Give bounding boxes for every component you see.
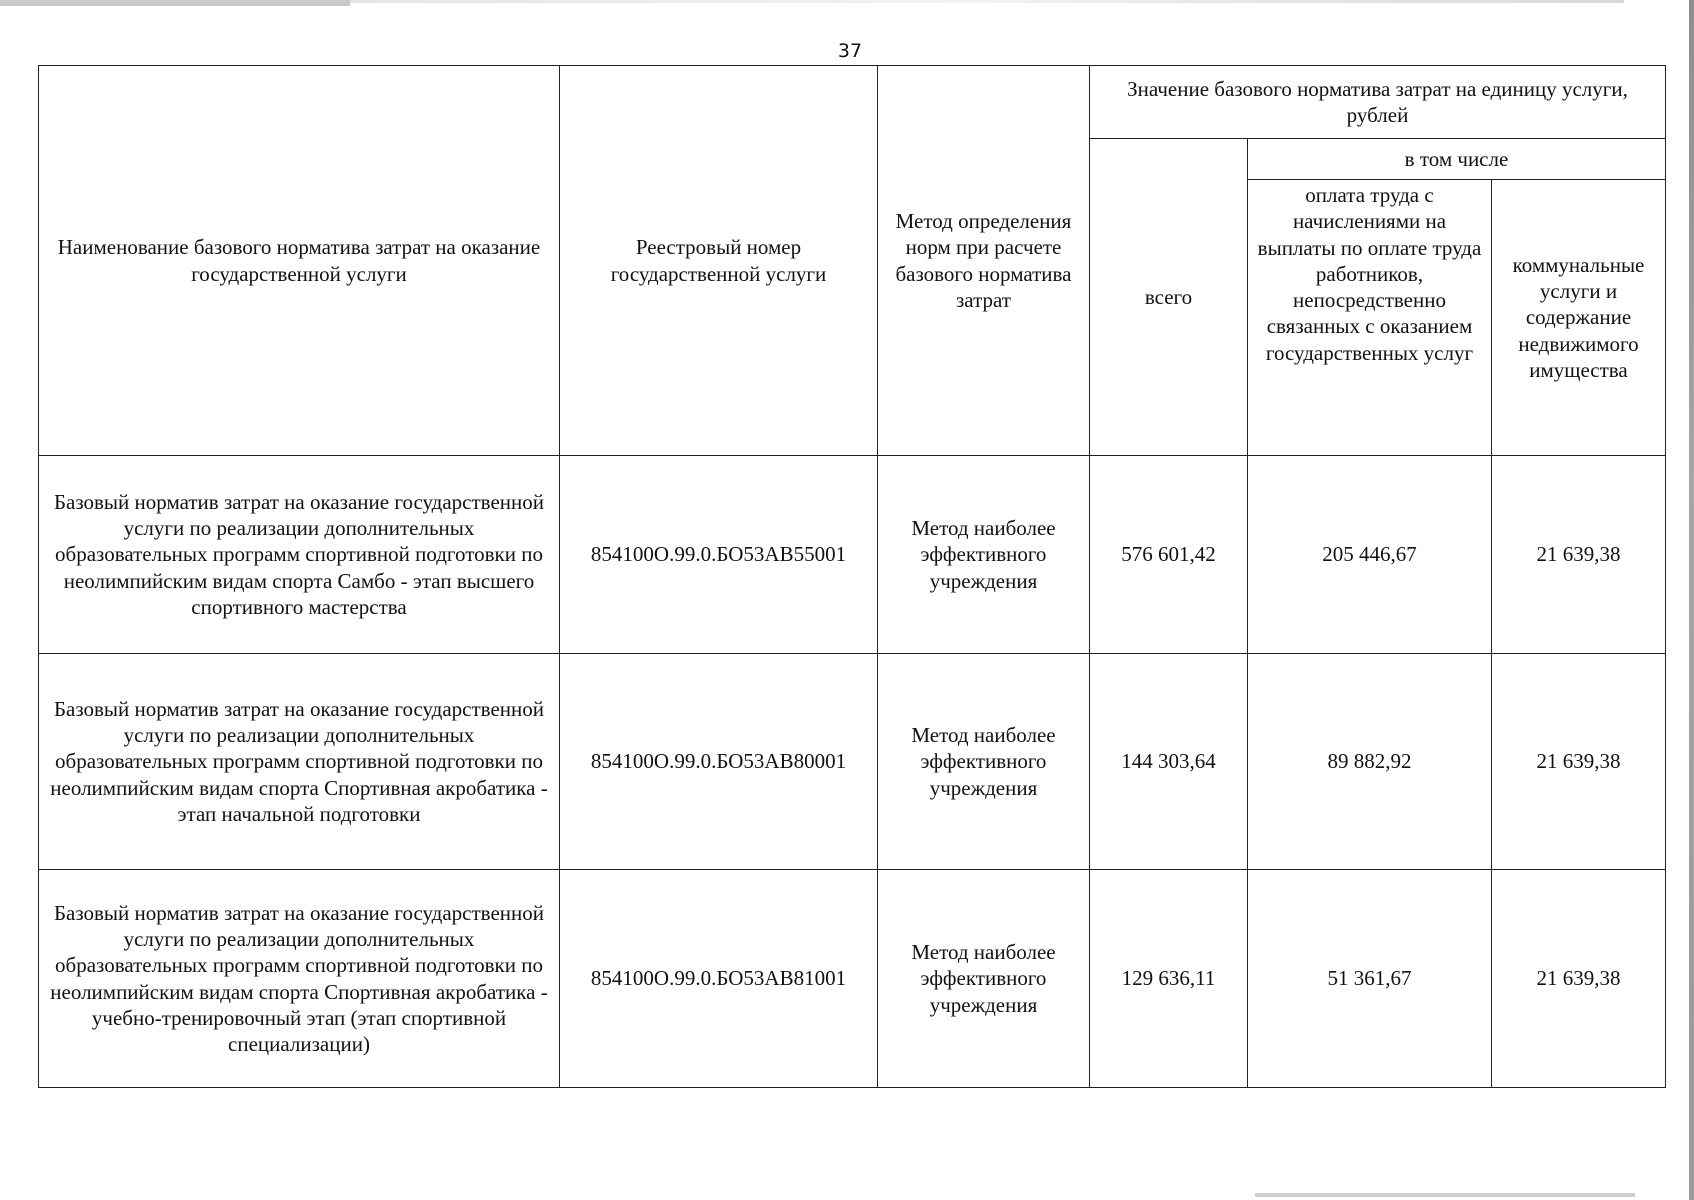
- row-method: Метод наиболее эффективного учреждения: [878, 456, 1090, 654]
- cost-standards-table: [38, 65, 1666, 1088]
- scan-edge-right: [1689, 0, 1694, 1200]
- row-registry-number: 854100О.99.0.БО53АВ55001: [560, 456, 878, 654]
- row-labor-costs: 205 446,67: [1248, 456, 1492, 654]
- table-row: [39, 456, 1666, 654]
- table-row: [39, 654, 1666, 870]
- row-registry-number: 854100О.99.0.БО53АВ81001: [560, 870, 878, 1088]
- scan-edge-bottom: [1255, 1193, 1635, 1197]
- row-name: Базовый норматив затрат на оказание государственной услуги по реализации дополнительных образовательных программ спортивной подготовки по неолимпийским видам спорта Спортивная акробатика - учебно-тренировочный этап (этап спортивной специализации): [39, 870, 560, 1088]
- row-name: Базовый норматив затрат на оказание государственной услуги по реализации дополнительных образовательных программ спортивной подготовки по неолимпийским видам спорта Самбо - этап высшего спортивного мастерства: [39, 456, 560, 654]
- header-utilities: коммунальные услуги и содержание недвижимого имущества: [1492, 180, 1666, 456]
- header-name: Наименование базового норматива затрат на оказание государственной услуги: [39, 66, 560, 456]
- row-total: 129 636,11: [1090, 870, 1248, 1088]
- row-labor-costs: 51 361,67: [1248, 870, 1492, 1088]
- header-row-1: [39, 66, 1666, 139]
- page-number: 37: [837, 40, 863, 62]
- row-registry-number: 854100О.99.0.БО53АВ80001: [560, 654, 878, 870]
- row-total: 144 303,64: [1090, 654, 1248, 870]
- header-registry-number: Реестровый номер государственной услуги: [560, 66, 878, 456]
- row-total: 576 601,42: [1090, 456, 1248, 654]
- row-method: Метод наиболее эффективного учреждения: [878, 654, 1090, 870]
- header-labor-costs: оплата труда с начислениями на выплаты по оплате труда работников, непосредственно связанных с оказанием государственных услуг: [1248, 180, 1492, 456]
- row-name: Базовый норматив затрат на оказание государственной услуги по реализации дополнительных образовательных программ спортивной подготовки по неолимпийским видам спорта Спортивная акробатика - этап начальной подготовки: [39, 654, 560, 870]
- header-total: всего: [1090, 139, 1248, 456]
- table-row: [39, 870, 1666, 1088]
- header-value-group: Значение базового норматива затрат на единицу услуги, рублей: [1090, 66, 1666, 139]
- row-labor-costs: 89 882,92: [1248, 654, 1492, 870]
- header-method: Метод определения норм при расчете базового норматива затрат: [878, 66, 1090, 456]
- row-utilities: 21 639,38: [1492, 654, 1666, 870]
- scan-edge-top-left: [0, 0, 350, 6]
- header-including: в том числе: [1248, 139, 1666, 180]
- row-utilities: 21 639,38: [1492, 456, 1666, 654]
- row-method: Метод наиболее эффективного учреждения: [878, 870, 1090, 1088]
- row-utilities: 21 639,38: [1492, 870, 1666, 1088]
